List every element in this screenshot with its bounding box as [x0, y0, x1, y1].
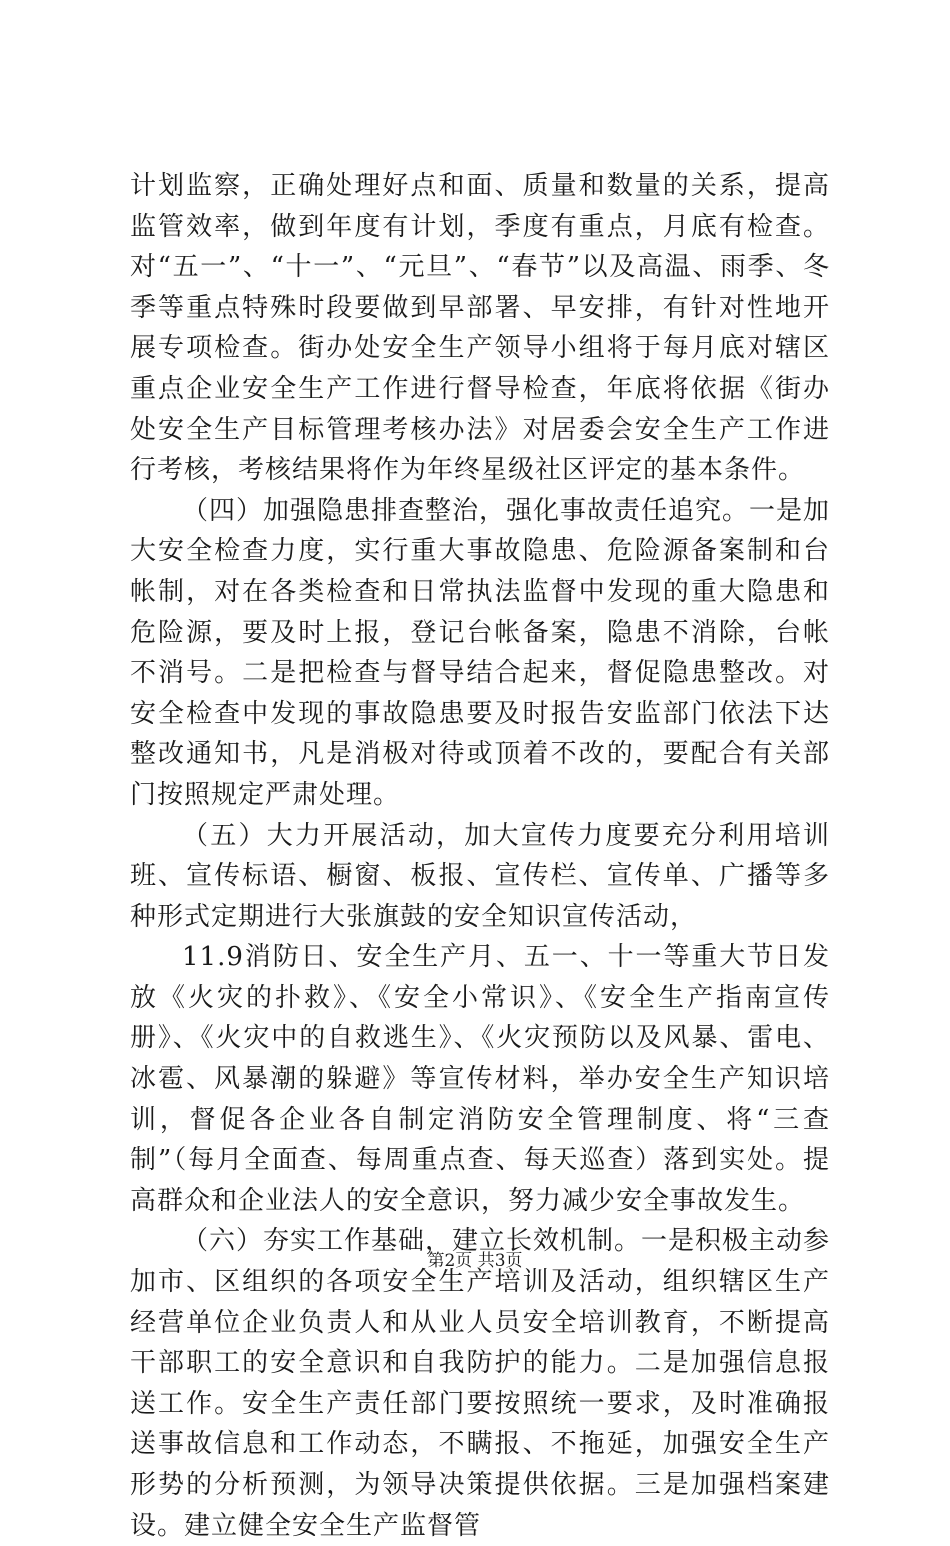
page-footer — [0, 1246, 950, 1271]
paragraph-2: （四）加强隐患排查整治，强化事故责任追究。一是加大安全检查力度，实行重大事故隐患、危险源备案制和台帐制，对在各类检查和日常执法监督中发现的重大隐患和危险源，要及时上报，登记台帐备案，隐患不消除，台帐不消号。二是把检查与督导结合起来，督促隐患整改。对安全检查中发现的事故隐患要及时报告安监部门依法下达整改通知书，凡是消极对待或顶着不改的，要配合有关部门按照规定严肃处理。 — [130, 495, 831, 810]
paragraph-1: 计划监察，正确处理好点和面、质量和数量的关系，提高监管效率，做到年度有计划，季度有重点，月底有检查。对“五一”、“十一”、“元旦”、“春节”以及高温、雨季、冬季等重点特殊时段要做到早部署、早安排，有针对性地开展专项检查。街办处安全生产领导小组将于每月底对辖区重点企业安全生产工作进行督导检查，年底将依据《街办处安全生产目标管理考核办法》对居委会安全生产工作进行考核，考核结果将作为年终星级社区评定的基本条件。 — [130, 171, 830, 486]
page-number-label: 第2页 共3页 — [427, 1251, 523, 1271]
paragraph-3: （五）大力开展活动，加大宣传力度要充分利用培训班、宣传标语、橱窗、板报、宣传栏、宣传单、广播等多种形式定期进行大张旗鼓的安全知识宣传活动， — [130, 820, 830, 932]
paragraph-5: （六）夯实工作基础，建立长效机制。一是积极主动参加市、区组织的各项安全生产培训及活动，组织辖区生产经营单位企业负责人和从业人员安全培训教育，不断提高干部职工的安全意识和自我防护的能力。二是加强信息报送工作。安全生产责任部门要按照统一要求，及时准确报送事故信息和工作动态，不瞒报、不拖延，加强安全生产形势的分析预测，为领导决策提供依据。三是加强档案建设。建立健全安全生产监督管 — [130, 1226, 831, 1541]
paragraph-4: 11.9消防日、安全生产月、五一、十一等重大节日发放《火灾的扑救》、《安全小常识》、《安全生产指南宣传册》、《火灾中的自救逃生》、《火灾预防以及风暴、雷电、冰雹、风暴潮的躲避》等宣传材料，举办安全生产知识培训，督促各企业各自制定消防安全管理制度、将“三查制”（每月全面查、每周重点查、每天巡查）落到实处。提高群众和企业法人的安全意识，努力减少安全事故发生。 — [130, 942, 830, 1216]
document-body — [130, 166, 830, 1546]
